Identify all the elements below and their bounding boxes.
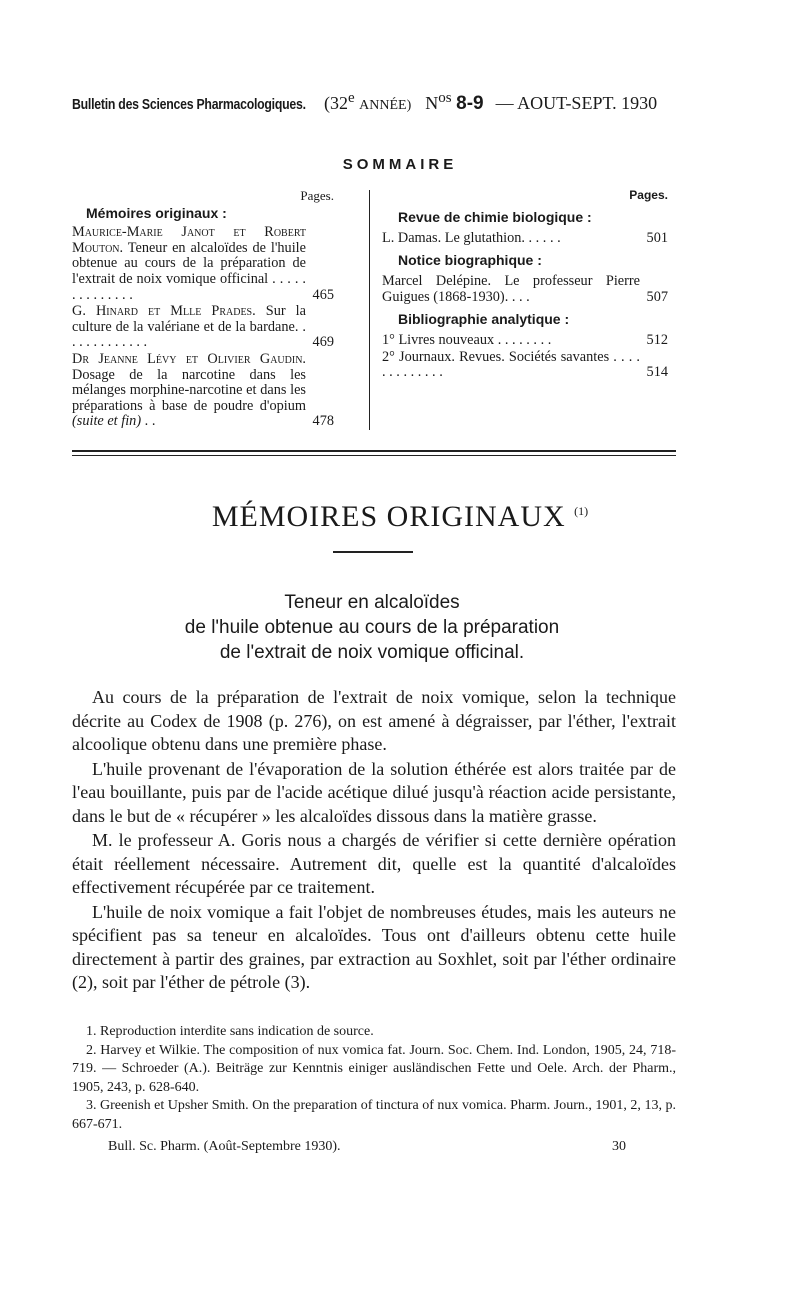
toc-page: 501 <box>646 230 668 247</box>
toc-title-italic: (suite et fin) <box>72 413 142 430</box>
section-heading: Mémoires originaux : <box>86 204 227 221</box>
sommaire-left-column <box>72 188 334 431</box>
paragraph: L'huile de noix vomique a fait l'objet de nombreuses études, mais les auteurs ne spécifient pas sa teneur en alcaloïdes. Tous ont d'ailleurs obtenu cette huile directement à partir des graines, par extraction au Soxhlet, soit par l'éther ordinaire (2), soit par l'éther de pétrole (3). <box>72 901 676 992</box>
double-rule-top <box>72 450 676 452</box>
footnote-ref: (1) <box>574 504 589 518</box>
toc-authors: Maurice-Marie Janot et Robert Mouton. <box>72 224 306 256</box>
issue-date: — AOUT-SEPT. 1930 <box>495 93 658 113</box>
toc-page: 507 <box>646 288 668 305</box>
article-body <box>72 686 676 996</box>
paragraph: M. le professeur A. Goris nous a chargés de vérifier si cette dernière opération était réellement nécessaire. Autrement dit, quelle est la quantité d'alcaloïdes effectivement récupérée par ce traitement. <box>72 830 676 897</box>
page-footer <box>108 1139 626 1155</box>
toc-entry[interactable] <box>382 274 668 305</box>
toc-title: Sur la culture de la valériane et de la bardane. . . . . . . . . . . . . <box>72 303 306 351</box>
footnotes <box>72 1023 676 1134</box>
toc-authors: G. Hinard et Mlle Prades. <box>72 303 256 320</box>
toc-title: Marcel Delépine. Le professeur Pierre Guigues (1868-1930). . . . <box>382 273 640 305</box>
section-heading: Notice biographique : <box>398 251 542 268</box>
footnote: 1. Reproduction interdite sans indication de source. <box>86 1024 374 1039</box>
toc-leader: . . <box>141 413 156 430</box>
toc-title: L. Damas. Le glutathion. . . . . . <box>382 230 561 247</box>
title-underline <box>333 551 413 553</box>
footnote: 2. Harvey et Wilkie. The composition of nux vomica fat. Journ. Soc. Chem. Ind. London, 1905, 24, 718-719. — Schroeder (A.). Beiträge zur Kenntnis einiger ausländischen Fette und Oele. Arch. der Pharm., 1905, 243, p. 628-640. <box>72 1042 676 1095</box>
section-heading: Bibliographie analytique : <box>398 310 570 327</box>
toc-page: 512 <box>646 332 668 349</box>
toc-entry[interactable] <box>382 333 668 349</box>
toc-entry[interactable] <box>72 304 334 351</box>
article-title: Teneur en alcaloïdes de l'huile obtenue au cours de la préparation de l'extrait de noix vomique officinal. <box>184 592 560 663</box>
sommaire-right-column <box>382 188 668 382</box>
section-heading: Revue de chimie biologique : <box>398 208 592 225</box>
toc-title: 2° Journaux. Revues. Sociétés savantes . . . . . . . . . . . . . <box>382 348 640 381</box>
toc-page: 514 <box>646 364 668 381</box>
sommaire-title: SOMMAIRE <box>342 156 458 173</box>
toc-title: Dosage de la narcotine dans les mélanges morphine-narcotine et dans les préparations à base de poudre d'opium <box>72 366 306 414</box>
toc-entry[interactable] <box>72 225 334 303</box>
toc-page: 465 <box>312 286 334 303</box>
paragraph: L'huile provenant de l'évaporation de la solution éthérée est alors traitée par de l'eau bouillante, puis par de l'acide acétique dilué jusqu'à réaction acide persistante, dans le but de « récupérer » les alcaloïdes dissous dans la matière grasse. <box>72 758 676 826</box>
main-section-title: MÉMOIRES ORIGINAUX $^{(1)}$ <box>211 500 589 533</box>
footnote: 3. Greenish et Upsher Smith. On the preparation of tinctura of nux vomica. Pharm. Journ., 1901, 2, 13, p. 667-671. <box>72 1098 676 1132</box>
toc-title: Teneur en alcaloïdes de l'huile obtenue au cours de la préparation de l'extrait de noix vomique officinal . . . . . . . . . . . . . . <box>72 239 306 303</box>
journal-name: Bulletin des Sciences Pharmacologiques. <box>72 96 306 113</box>
toc-entry[interactable] <box>382 231 668 247</box>
toc-entry[interactable] <box>72 352 334 430</box>
toc-authors: Dr Jeanne Lévy et Olivier Gaudin. <box>72 350 306 367</box>
toc-page: 478 <box>312 413 334 430</box>
issue-number: $N^{os}$ 8-9 <box>425 90 484 114</box>
footer-citation: Bull. Sc. Pharm. (Août-Septembre 1930). <box>108 1139 341 1154</box>
column-divider <box>369 190 370 430</box>
year-indicator: (32e ANNÉE) <box>324 90 412 113</box>
running-header <box>72 90 676 115</box>
paragraph: Au cours de la préparation de l'extrait de noix vomique, selon la technique décrite au Codex de 1908 (p. 276), on est amené à dégraisser, par l'éther, l'extrait alcoolique obtenu dans une première phase. <box>72 687 676 754</box>
toc-entry[interactable] <box>382 350 668 381</box>
toc-page: 469 <box>312 334 334 351</box>
toc-title: 1° Livres nouveaux . . . . . . . . <box>382 332 552 349</box>
pages-label: Pages. <box>300 188 334 203</box>
double-rule-bottom <box>72 455 676 456</box>
pages-label: Pages. <box>629 188 668 202</box>
page-number: 30 <box>612 1139 626 1154</box>
